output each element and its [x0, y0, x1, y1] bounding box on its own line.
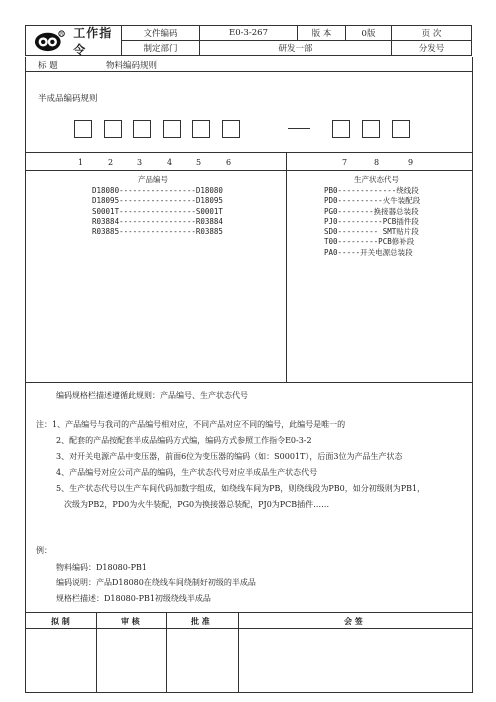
list-item: PJ0----------PCB插件段 — [324, 216, 419, 226]
code-separator — [288, 128, 310, 129]
list-item: SD0--------- SMT贴片段 — [324, 227, 419, 237]
divider-line — [26, 170, 472, 171]
list-item: R03884-----------------R03884 — [92, 216, 223, 226]
dept-label: 制定部门 — [122, 41, 200, 56]
status-code-list — [324, 186, 420, 258]
position-number: 3 — [137, 158, 143, 167]
dept-value: 研发一部 — [200, 41, 392, 56]
list-item: PD0----------火牛装配段 — [324, 196, 421, 206]
svg-text:R: R — [60, 30, 64, 36]
section-title: 半成品编码规则 — [38, 94, 98, 104]
divider-line — [26, 612, 472, 613]
content-box — [25, 72, 473, 693]
position-number: 1 — [78, 158, 84, 167]
position-number: 8 — [374, 158, 380, 167]
position-number: 6 — [226, 158, 232, 167]
code-box-8 — [362, 120, 380, 138]
list-item: D18095-----------------D18095 — [92, 196, 223, 206]
code-box-7 — [332, 120, 350, 138]
example-line: 物料编码：D18080-PB1 — [56, 563, 147, 572]
footer-draft: 拟 制 — [51, 616, 70, 626]
list-item: PB0-------------绕线段 — [324, 186, 419, 195]
product-code-list — [92, 186, 223, 237]
note-line: 5、生产状态代号以生产车间代码加数字组成，如绕线车间为PB，则绕线段为PB0，如分初级则为PB1， — [56, 484, 426, 493]
list-item: D18080-----------------D18080 — [92, 186, 223, 195]
note-line: 注：1、产品编号与我司的产品编号相对应，不同产品对应不同的编号，此编号是唯一的 — [36, 420, 346, 429]
list-item: PG0--------换接器总装段 — [324, 206, 419, 216]
header-table — [25, 25, 472, 56]
logo-title: 工作指令 — [73, 25, 113, 57]
column-divider — [286, 152, 287, 382]
doc-code-label: 文件编码 — [122, 26, 200, 41]
version-value: 0版 — [346, 26, 392, 41]
column-divider — [238, 612, 239, 692]
code-box-9 — [392, 120, 410, 138]
title-row — [25, 57, 473, 72]
code-box-1 — [74, 120, 92, 138]
code-box-6 — [222, 120, 240, 138]
logo-cell — [26, 26, 122, 56]
footer-approve: 批 准 — [191, 616, 210, 626]
footer-sign: 会 签 — [344, 616, 363, 626]
example-line: 规格栏描述：D18080-PB1初级绕线半成品 — [56, 594, 211, 603]
column-divider — [166, 612, 167, 692]
example-label: 例： — [36, 546, 52, 555]
divider-line — [26, 152, 472, 153]
note-line: 4、产品编号对应公司产品的编码，生产状态代号对应半成品生产状态代号 — [56, 468, 318, 477]
title-label: 标 题 — [38, 61, 58, 71]
note-line: 3、对开关电源产品中变压器，前面6位为变压器的编码（如：S0001T），后面3位为产品生产状态 — [56, 452, 403, 461]
status-code-header: 生产状态代号 — [354, 175, 399, 184]
code-box-4 — [163, 120, 181, 138]
company-logo-icon — [34, 29, 65, 53]
position-number: 9 — [408, 158, 414, 167]
list-item: PA0-----开关电源总装段 — [324, 247, 413, 257]
product-code-header: 产品编号 — [138, 175, 168, 184]
note-line: 次级为PB2，PD0为火牛装配，PG0为换接器总装配，PJ0为PCB插件…… — [64, 500, 330, 509]
code-box-2 — [104, 120, 122, 138]
divider-line — [26, 382, 472, 383]
doc-code-value: E0-3-267 — [200, 26, 298, 41]
rule-description: 编码规格栏描述遵循此规则：产品编号、生产状态代号 — [56, 391, 248, 400]
version-label: 版 本 — [298, 26, 346, 41]
title-value: 物料编码规则 — [106, 61, 158, 71]
footer-review: 审 核 — [121, 616, 140, 626]
note-line: 2、配套的产品按配套半成品编码方式编，编码方式参照工作指令E0-3-2 — [56, 436, 312, 445]
example-line: 编码说明：产品D18080在绕线车间绕制好初级的半成品 — [56, 578, 256, 587]
position-number: 2 — [108, 158, 114, 167]
code-box-3 — [133, 120, 151, 138]
page-label: 页 次 — [392, 26, 472, 41]
position-number: 5 — [196, 158, 202, 167]
divider-line — [26, 628, 472, 629]
list-item: R03885-----------------R03885 — [92, 227, 223, 237]
position-number: 4 — [167, 158, 173, 167]
list-item: S0001T-----------------S0001T — [92, 206, 223, 216]
dist-label: 分发号 — [392, 41, 472, 56]
list-item: T00---------PCB修补段 — [324, 237, 415, 247]
code-box-5 — [192, 120, 210, 138]
position-number: 7 — [342, 158, 348, 167]
column-divider — [96, 612, 97, 692]
